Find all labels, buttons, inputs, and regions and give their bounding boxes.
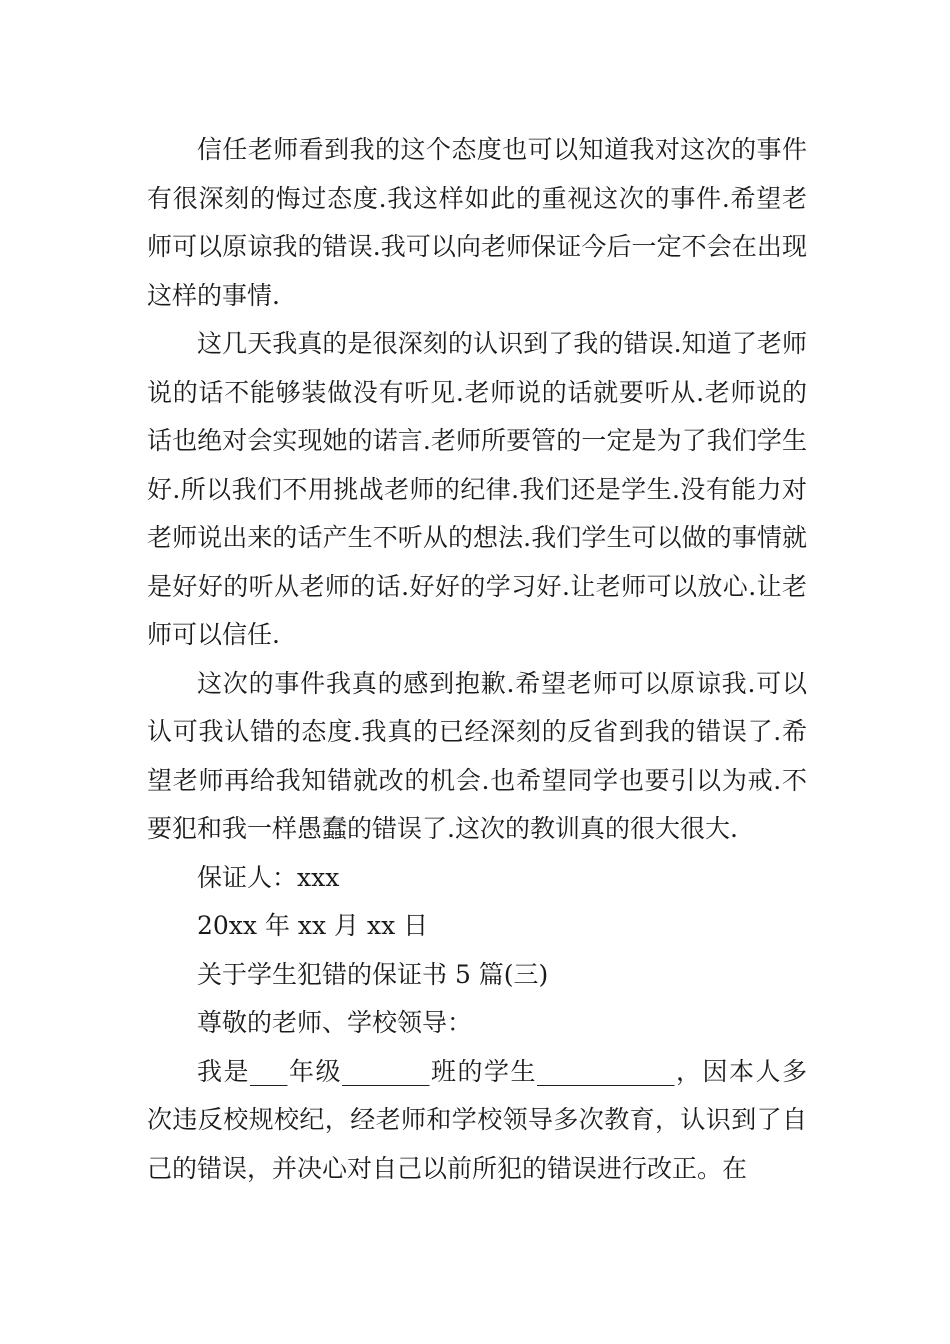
salutation: 尊敬的老师、学校领导： xyxy=(197,1008,473,1037)
paragraph-1: 信任老师看到我的这个态度也可以知道我对这次的事件有很深刻的悔过态度.我这样如此的重视这次的事件.希望老师可以原谅我的错误.我可以向老师保证今后一定不会在出现这样的事情. xyxy=(147,135,807,310)
section-title: 关于学生犯错的保证书 5 篇(三) xyxy=(197,959,549,989)
paragraph-4: 我是___年级_______班的学生___________，因本人多次违反校规校纪，经老师和学校领导多次教育，认识到了自己的错误，并决心对自己以前所犯的错误进行改正。在 xyxy=(147,1056,807,1183)
date-line: 20xx 年 xx 月 xx 日 xyxy=(197,911,429,940)
document-page xyxy=(147,126,807,1193)
guarantor-line: 保证人：xxx xyxy=(197,862,340,892)
paragraph-2: 这几天我真的是很深刻的认识到了我的错误.知道了老师说的话不能够装做没有听见.老师说的话就要听从.老师说的话也绝对会实现她的诺言.老师所要管的一定是为了我们学生好.所以我们不用挑战老师的纪律.我们还是学生.没有能力对老师说出来的话产生不听从的想法.我们学生可以做的事情就是好好的听从老师的话.好好的学习好.让老师可以放心.让老师可以信任. xyxy=(147,329,807,649)
paragraph-3: 这次的事件我真的感到抱歉.希望老师可以原谅我.可以认可我认错的态度.我真的已经深刻的反省到我的错误了.希望老师再给我知错就改的机会.也希望同学也要引以为戒.不要犯和我一样愚蠢的错误了.这次的教训真的很大很大. xyxy=(147,668,807,843)
